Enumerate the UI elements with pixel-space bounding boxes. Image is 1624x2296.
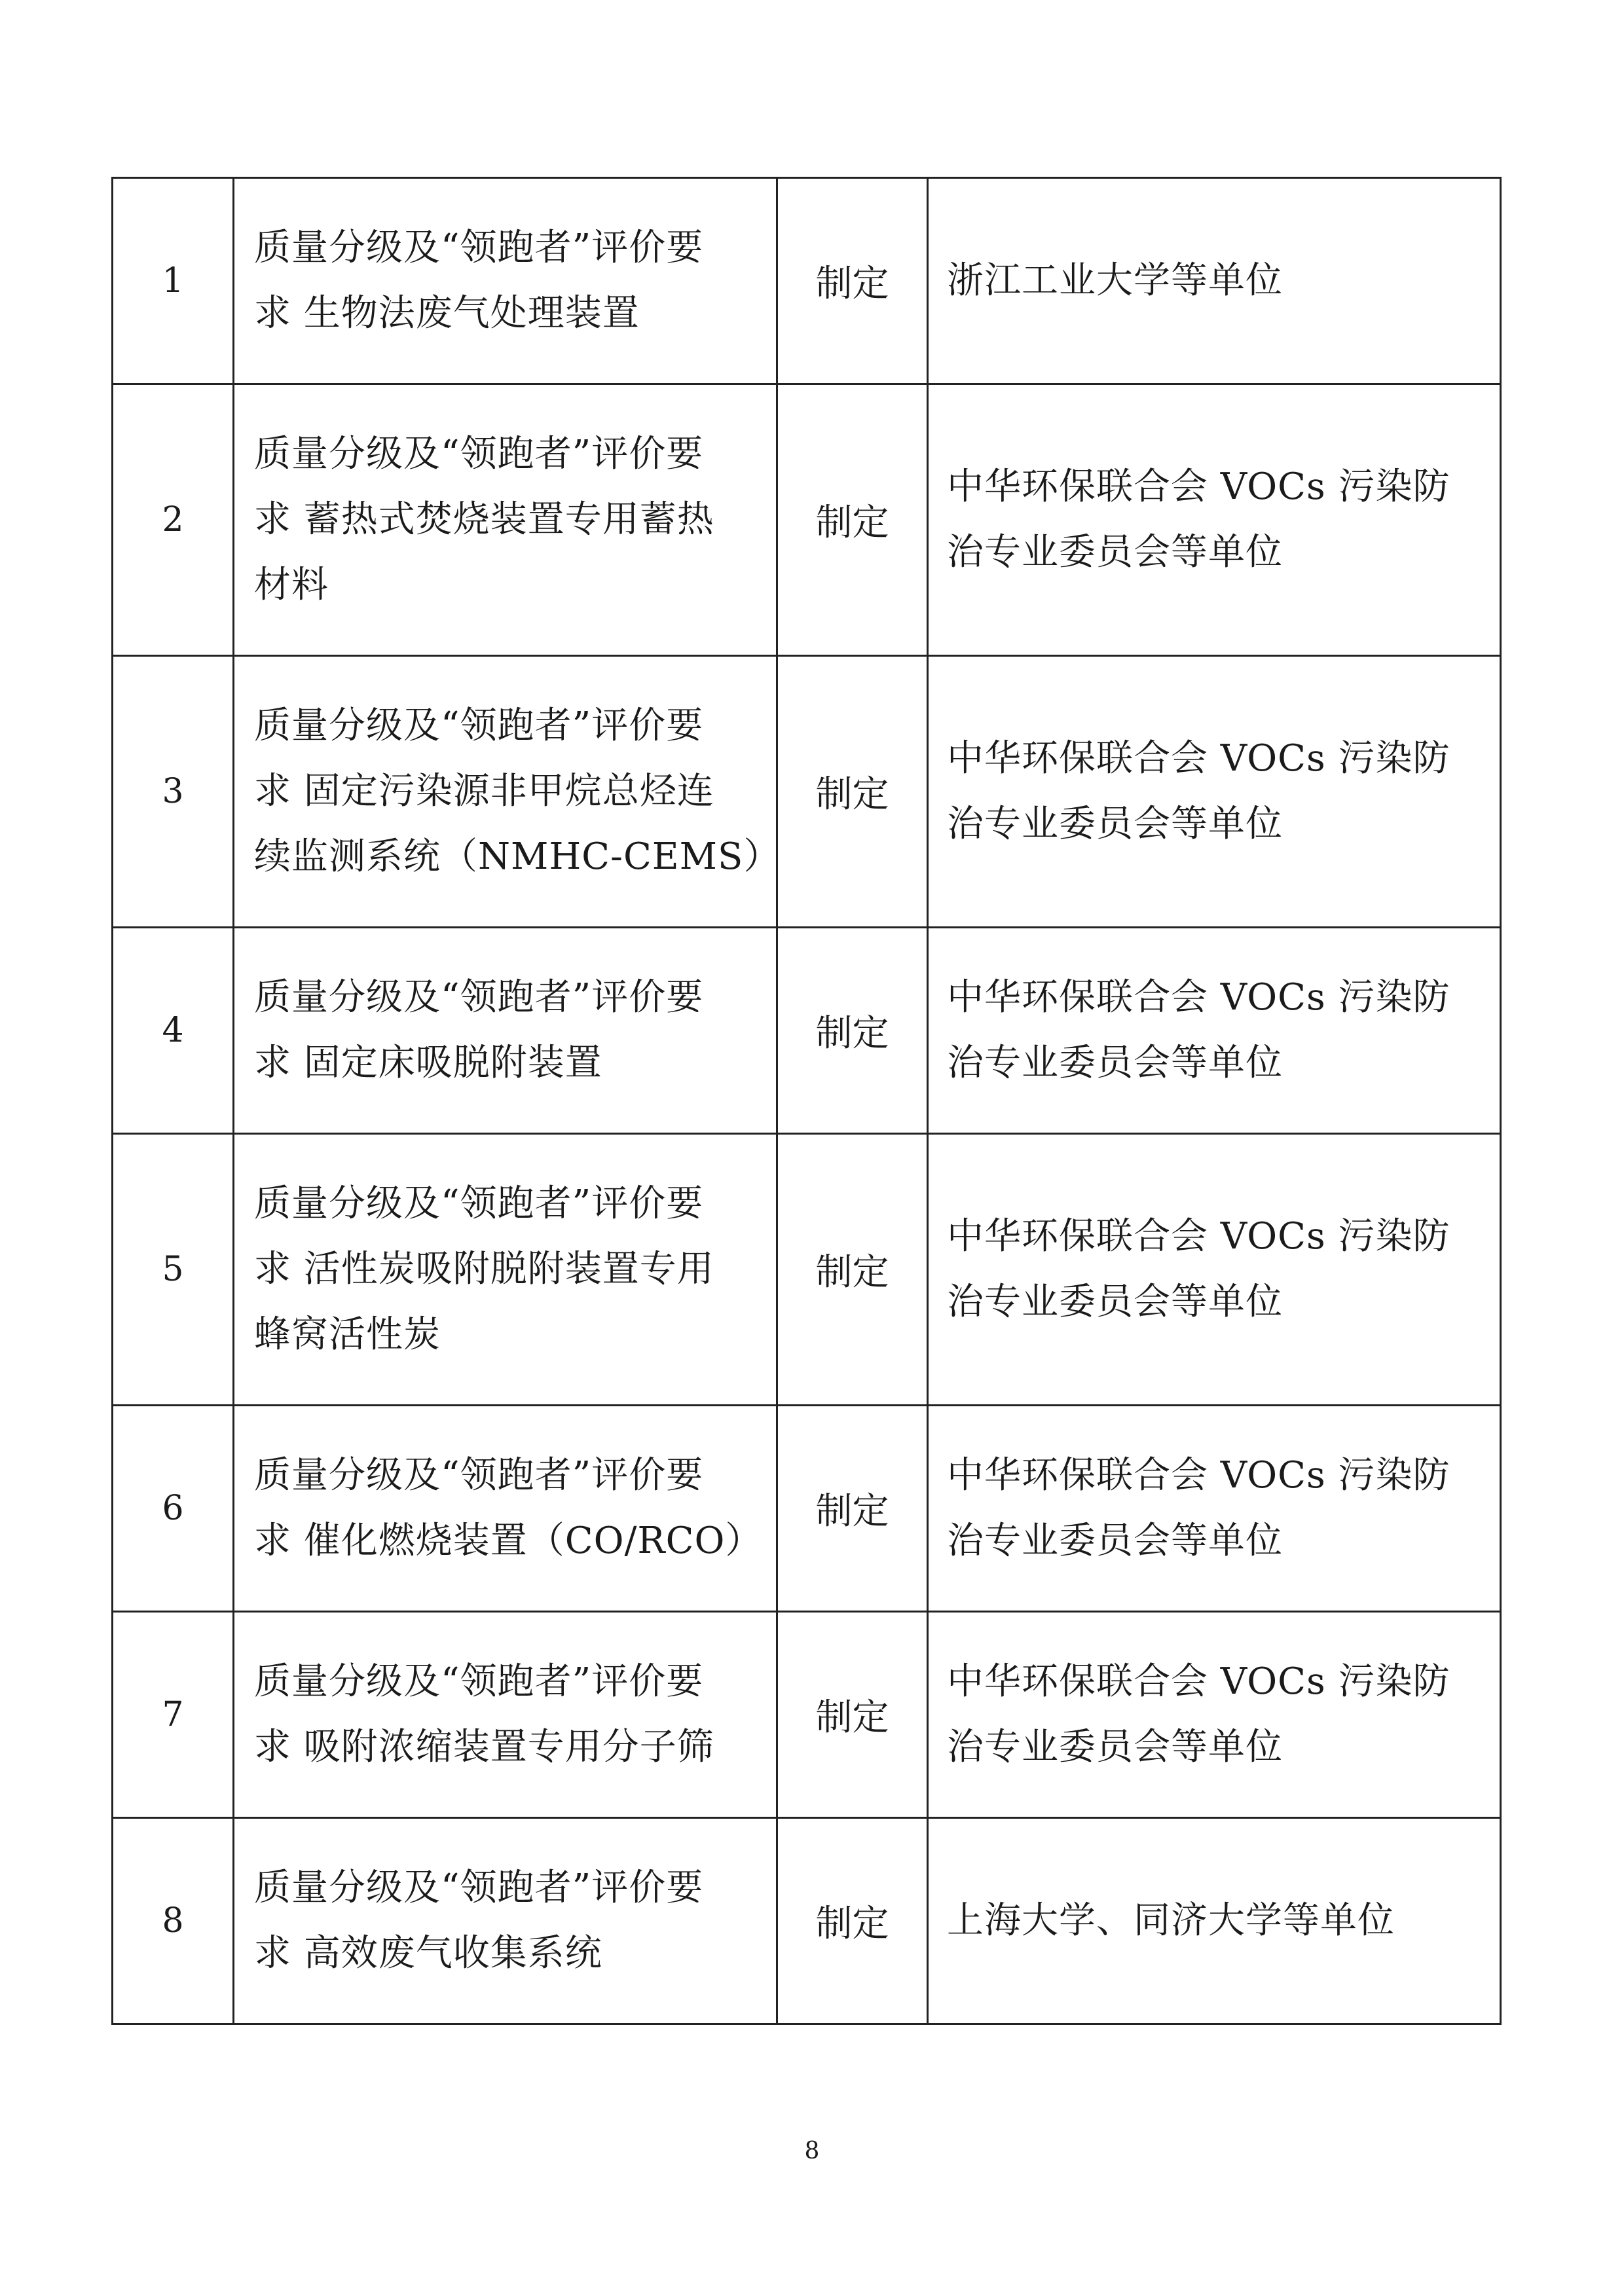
work-type: 制定: [777, 178, 928, 384]
responsible-organization: 上海大学、同济大学等单位: [928, 1818, 1501, 2024]
work-type: 制定: [777, 656, 928, 928]
standard-name-line: 质量分级及“领跑者”评价要: [254, 976, 704, 1019]
table-row: [113, 928, 1501, 1134]
standard-name-line: 质量分级及“领跑者”评价要: [254, 227, 704, 269]
responsible-organization: 中华环保联合会 VOCs 污染防治专业委员会等单位: [928, 384, 1501, 656]
table-row: [113, 178, 1501, 384]
work-type: 制定: [777, 1134, 928, 1406]
standard-name: [234, 384, 777, 656]
table-row: [113, 656, 1501, 928]
work-type: 制定: [777, 1818, 928, 2024]
responsible-organization: 中华环保联合会 VOCs 污染防治专业委员会等单位: [928, 1612, 1501, 1818]
standard-name: [234, 656, 781, 928]
standard-name-line: 材料: [254, 564, 329, 606]
standard-name-line: 求 吸附浓缩装置专用分子筛: [254, 1726, 714, 1768]
work-type: 制定: [777, 1612, 928, 1818]
standards-table-container: [111, 177, 1500, 2025]
work-type: 制定: [777, 1406, 928, 1612]
standard-name-line: 质量分级及“领跑者”评价要: [254, 1454, 704, 1497]
standard-name-line: 质量分级及“领跑者”评价要: [254, 1660, 704, 1703]
work-type: 制定: [777, 928, 928, 1134]
standard-name: [234, 178, 777, 384]
row-number: 1: [113, 178, 234, 384]
standard-name-line: 求 固定污染源非甲烷总烃连: [254, 770, 714, 812]
standard-name-line: 求 催化燃烧装置（CO/RCO）: [254, 1520, 763, 1562]
responsible-organization: 中华环保联合会 VOCs 污染防治专业委员会等单位: [928, 1406, 1501, 1612]
row-number: 5: [113, 1134, 234, 1406]
table-row: [113, 1612, 1501, 1818]
standard-name: [234, 1612, 777, 1818]
row-number: 4: [113, 928, 234, 1134]
standard-name-line: 求 固定床吸脱附装置: [254, 1042, 602, 1084]
standard-name-line: 求 活性炭吸附脱附装置专用: [254, 1248, 714, 1290]
standard-name-line: 求 高效废气收集系统: [254, 1932, 602, 1975]
work-type: 制定: [777, 384, 928, 656]
responsible-organization: 中华环保联合会 VOCs 污染防治专业委员会等单位: [928, 656, 1501, 928]
responsible-organization: 中华环保联合会 VOCs 污染防治专业委员会等单位: [928, 928, 1501, 1134]
responsible-organization: 浙江工业大学等单位: [928, 178, 1501, 384]
page-number: 8: [804, 2138, 820, 2164]
table-row: [113, 1134, 1501, 1406]
row-number: 3: [113, 656, 234, 928]
standard-name-line: 质量分级及“领跑者”评价要: [254, 433, 704, 475]
standard-name-line: 蜂窝活性炭: [254, 1313, 441, 1356]
row-number: 6: [113, 1406, 234, 1612]
standard-name: [234, 1818, 777, 2024]
standard-name-line: 求 生物法废气处理装置: [254, 292, 640, 335]
row-number: 7: [113, 1612, 234, 1818]
standard-name-line: 质量分级及“领跑者”评价要: [254, 1182, 704, 1225]
standard-name-line: 求 蓄热式焚烧装置专用蓄热: [254, 498, 714, 541]
responsible-organization: 中华环保联合会 VOCs 污染防治专业委员会等单位: [928, 1134, 1501, 1406]
table-row: [113, 1818, 1501, 2024]
row-number: 8: [113, 1818, 234, 2024]
standards-table: [111, 177, 1502, 2025]
table-row: [113, 1406, 1501, 1612]
standard-name-line: 续监测系统（NMHC-CEMS）: [254, 835, 781, 878]
table-row: [113, 384, 1501, 656]
standard-name-line: 质量分级及“领跑者”评价要: [254, 1867, 704, 1909]
standard-name: [234, 928, 777, 1134]
row-number: 2: [113, 384, 234, 656]
standard-name: [234, 1134, 777, 1406]
standard-name-line: 质量分级及“领跑者”评价要: [254, 704, 704, 747]
standard-name: [234, 1406, 777, 1612]
